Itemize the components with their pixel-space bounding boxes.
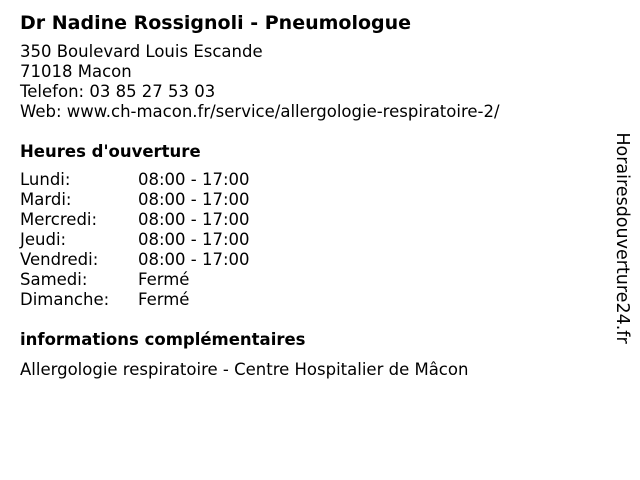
day-hours: 08:00 - 17:00 (138, 170, 250, 189)
day-label: Mardi: (20, 190, 72, 209)
day-hours: Fermé (138, 270, 190, 289)
day-hours: 08:00 - 17:00 (138, 190, 250, 209)
page-title: Dr Nadine Rossignoli - Pneumologue (20, 12, 412, 34)
website-link[interactable]: Web: www.ch-macon.fr/service/allergologie-respiratoire-2/ (20, 102, 500, 121)
hours-row-dimanche (20, 290, 600, 310)
day-hours: 08:00 - 17:00 (138, 210, 250, 229)
hours-row-samedi (20, 270, 600, 290)
day-label: Vendredi: (20, 250, 99, 269)
site-watermark: Horairesdouverture24.fr (612, 132, 632, 344)
day-label: Samedi: (20, 270, 88, 289)
day-label: Lundi: (20, 170, 71, 189)
day-hours: Fermé (138, 290, 190, 309)
additional-info-text: Allergologie respiratoire - Centre Hospitalier de Mâcon (20, 360, 469, 379)
additional-info-heading: informations complémentaires (20, 330, 306, 349)
day-hours: 08:00 - 17:00 (138, 230, 250, 249)
opening-hours-table (20, 170, 600, 310)
day-label: Jeudi: (20, 230, 67, 249)
day-hours: 08:00 - 17:00 (138, 250, 250, 269)
phone-number: Telefon: 03 85 27 53 03 (20, 82, 216, 101)
street-address: 350 Boulevard Louis Escande (20, 42, 263, 61)
business-card (20, 10, 600, 380)
hours-row-lundi (20, 170, 600, 190)
hours-row-mardi (20, 190, 600, 210)
hours-row-jeudi (20, 230, 600, 250)
city-address: 71018 Macon (20, 62, 132, 81)
contact-block (20, 42, 600, 122)
hours-row-vendredi (20, 250, 600, 270)
day-label: Mercredi: (20, 210, 98, 229)
day-label: Dimanche: (20, 290, 110, 309)
opening-hours-heading: Heures d'ouverture (20, 142, 201, 161)
hours-row-mercredi (20, 210, 600, 230)
